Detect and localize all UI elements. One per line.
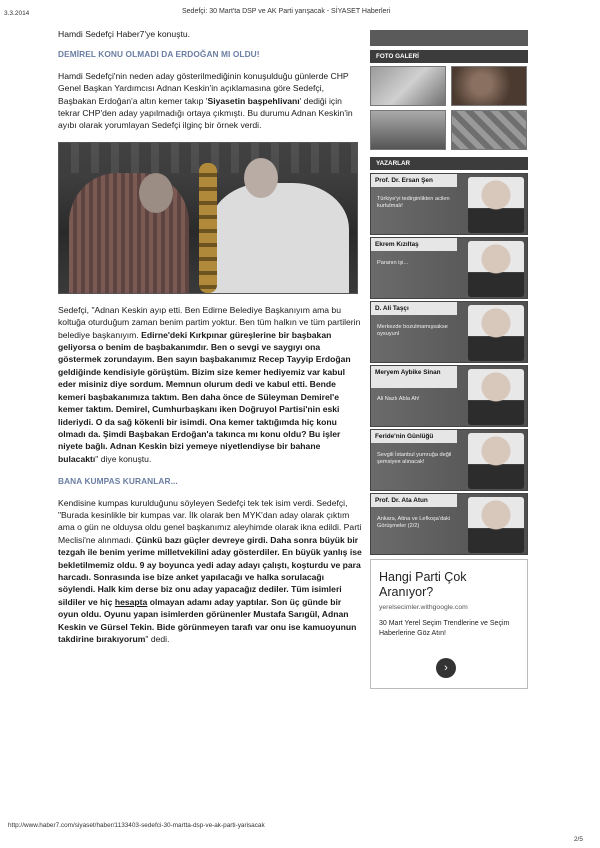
google-ad[interactable] — [370, 559, 528, 689]
subhead-kumpas: BANA KUMPAS KURANLAR... — [58, 476, 178, 487]
author-name: D. Ali Taşçı — [371, 302, 457, 315]
author-teaser[interactable]: Paranın işi... — [377, 260, 409, 266]
gallery-thumb[interactable] — [370, 110, 446, 150]
author-card[interactable] — [370, 493, 528, 555]
author-name: Feride'nin Günlüğü — [371, 430, 457, 443]
author-photo — [468, 369, 524, 425]
author-name: Ekrem Kızıltaş — [371, 238, 457, 251]
author-teaser[interactable]: Sevgili İstanbul yumruğa değil şemsiyeя alınacak! — [377, 452, 452, 466]
header-title: Sedefçi: 30 Mart'ta DSP ve AK Parti yarışacak - SİYASET Haberleri — [182, 8, 391, 15]
ad-text: 30 Mart Yerel Seçim Trendlerine ve Seçim Haberlerine Göz Atın! — [379, 620, 510, 637]
photo-gallery — [370, 66, 528, 150]
golden-belt — [199, 163, 217, 293]
author-card[interactable] — [370, 237, 528, 299]
author-photo — [468, 305, 524, 361]
ad-title[interactable]: Hangi Parti Çok Aranıyor? — [379, 570, 467, 599]
sidebar — [370, 30, 528, 689]
yazarlar-header: YAZARLAR — [370, 157, 528, 170]
footer-url: http://www.haber7.com/siyaset/haber/1133403-sedefci-30-martta-dsp-ve-ak-parti-yarisacak — [8, 822, 265, 829]
article-photo — [58, 142, 358, 294]
gallery-thumb[interactable] — [451, 110, 527, 150]
article-body — [58, 28, 362, 655]
paragraph-1: Hamdi Sedefçi'nin neden aday gösterilmediğinin konuşulduğu günlerde CHP Genel Başkan Yardımcısı Adnan Keskin'in açıklamasına göre Sedefçi, Başbakan Erdoğan'a altın kemer takıp 'Siyasetin başpehlivanı' dediği için tekrar CHP'den aday yapılmadığı ortaya çıkmıştı. Bu durumu Adnan Keskin'in ayıbı olarak yorumlayan Sedefçi ilginç bir örnek verdi. — [58, 70, 353, 131]
head-left — [139, 173, 173, 213]
author-card[interactable] — [370, 301, 528, 363]
gallery-thumb[interactable] — [370, 66, 446, 106]
head-right — [244, 158, 278, 198]
author-card[interactable] — [370, 429, 528, 491]
author-photo — [468, 241, 524, 297]
author-card[interactable] — [370, 173, 528, 235]
paragraph-3: Kendisine kumpas kurulduğunu söyleyen Sedefçi tek tek isim verdi. Sedefçi, "Burada kesinlikle bir kumpas var. İlk olarak ben MYK'dan aday olarak çıktım ama o gün ne olduysa oldu genel başkanımız aleyhimde olarak ikna edildi. Parti Meclisi'ne alınmadı. Çünkü bazı güçler devreye girdi. Daha sonra büyük bir tezgah ile benim yerime milletvekilini aday gösterdiler. En büyük yanlış ise bekletilmemiz oldu. 9 ay boyunca yedi aday adayı çalıştı, koşturdu ve para harcadı. Sonrasında ise bize anket yapılacağı ve halka sorulacağı söylendi. Halk kim derse biz onu aday yapacağız dediler. Tüm isimleri sildiler ve hiç hesapta olmayan adamı aday yaptılar. Son üç günde bir oyun oldu. Oyunu yapan isimlerden görünenler Mustafa Sarıgül, Adnan Keskin ve Gürsel Tekin. Bide görünmeyen tarafı var onu ise kamuoyunun takdirine bırakıyorum" dedi. — [58, 497, 362, 644]
author-name: Prof. Dr. Ersan Şen — [371, 174, 457, 187]
page-number: 2/5 — [574, 836, 583, 843]
paragraph-2: Sedefçi, "Adnan Keskin ayıp etti. Ben Edirne Belediye Başkanıyım ama bu koltuğa oturduğum zaman benim partim yoktur. Ben tüm halkın ve tüm partilerin belediye başkanıyım. Edirne'deki Kırkpınar güreşlerine bir başbakan geliyorsa o benim de başbakanımdır. Ben o sevgi ve saygıyı ona göstermek zorundayım. Ben sayın başbakanımız Recep Tayyip Erdoğan geldiğinde kendisiyle görüştüm. Bizim size kemer hediyemiz var kabul eder misiniz diye sordum. Memnun olurum dedi ve kabul etti. Bende kemeri başbakanımıza taktım. Ben daha önce de Süleyman Demirel'e kemer taktım. Demirel, Cumhurbaşkanı iken Doğruyol Partisi'nin eski liderіydi. O da sağ kökenli bir isimdi. Ona kemer taktığımda hiç konu olmadı da. Şimdi Başbakan Erdoğan'a takınca mı konu oldu? Bu işler niyete bağlı. Adnan Keskin bizi yemeye niyetlendiyse bir bahane bulacaktı" diye konuştu. — [58, 304, 361, 464]
hesapta-link[interactable]: hesapta — [114, 596, 148, 607]
author-name: Meryem Aybike Sinan — [371, 366, 457, 388]
intro-line: Hamdi Sedefçi Haber7'ye konuştu. — [58, 29, 191, 39]
author-teaser[interactable]: Merkezde bozulmamışsakse oysuyunl — [377, 324, 448, 338]
foto-galeri-header: FOTO GALERİ — [370, 50, 528, 63]
gallery-thumb[interactable] — [451, 66, 527, 106]
chevron-right-icon[interactable]: › — [436, 658, 456, 678]
sidebar-banner — [370, 30, 528, 46]
author-teaser[interactable]: Ankara, Atina ve Lefkoşa'daki Görüşmeler (2/2) — [377, 516, 451, 530]
subhead-demirel: DEMİREL KONU OLMADI DA ERDOĞAN MI OLDU! — [58, 49, 260, 60]
author-photo — [468, 433, 524, 489]
author-teaser[interactable]: Türkiye'yi tedirginlikten acilen kurtulmalı! — [377, 196, 450, 210]
person-right — [209, 183, 349, 294]
author-teaser[interactable]: Ali Nazlı Abla Ah! — [377, 396, 420, 402]
ad-url[interactable]: yerelsecimler.withgoogle.com — [379, 604, 468, 611]
author-card[interactable] — [370, 365, 528, 427]
header-date: 3.3.2014 — [4, 10, 30, 17]
author-name: Prof. Dr. Ata Atun — [371, 494, 457, 507]
author-photo — [468, 177, 524, 233]
author-photo — [468, 497, 524, 553]
